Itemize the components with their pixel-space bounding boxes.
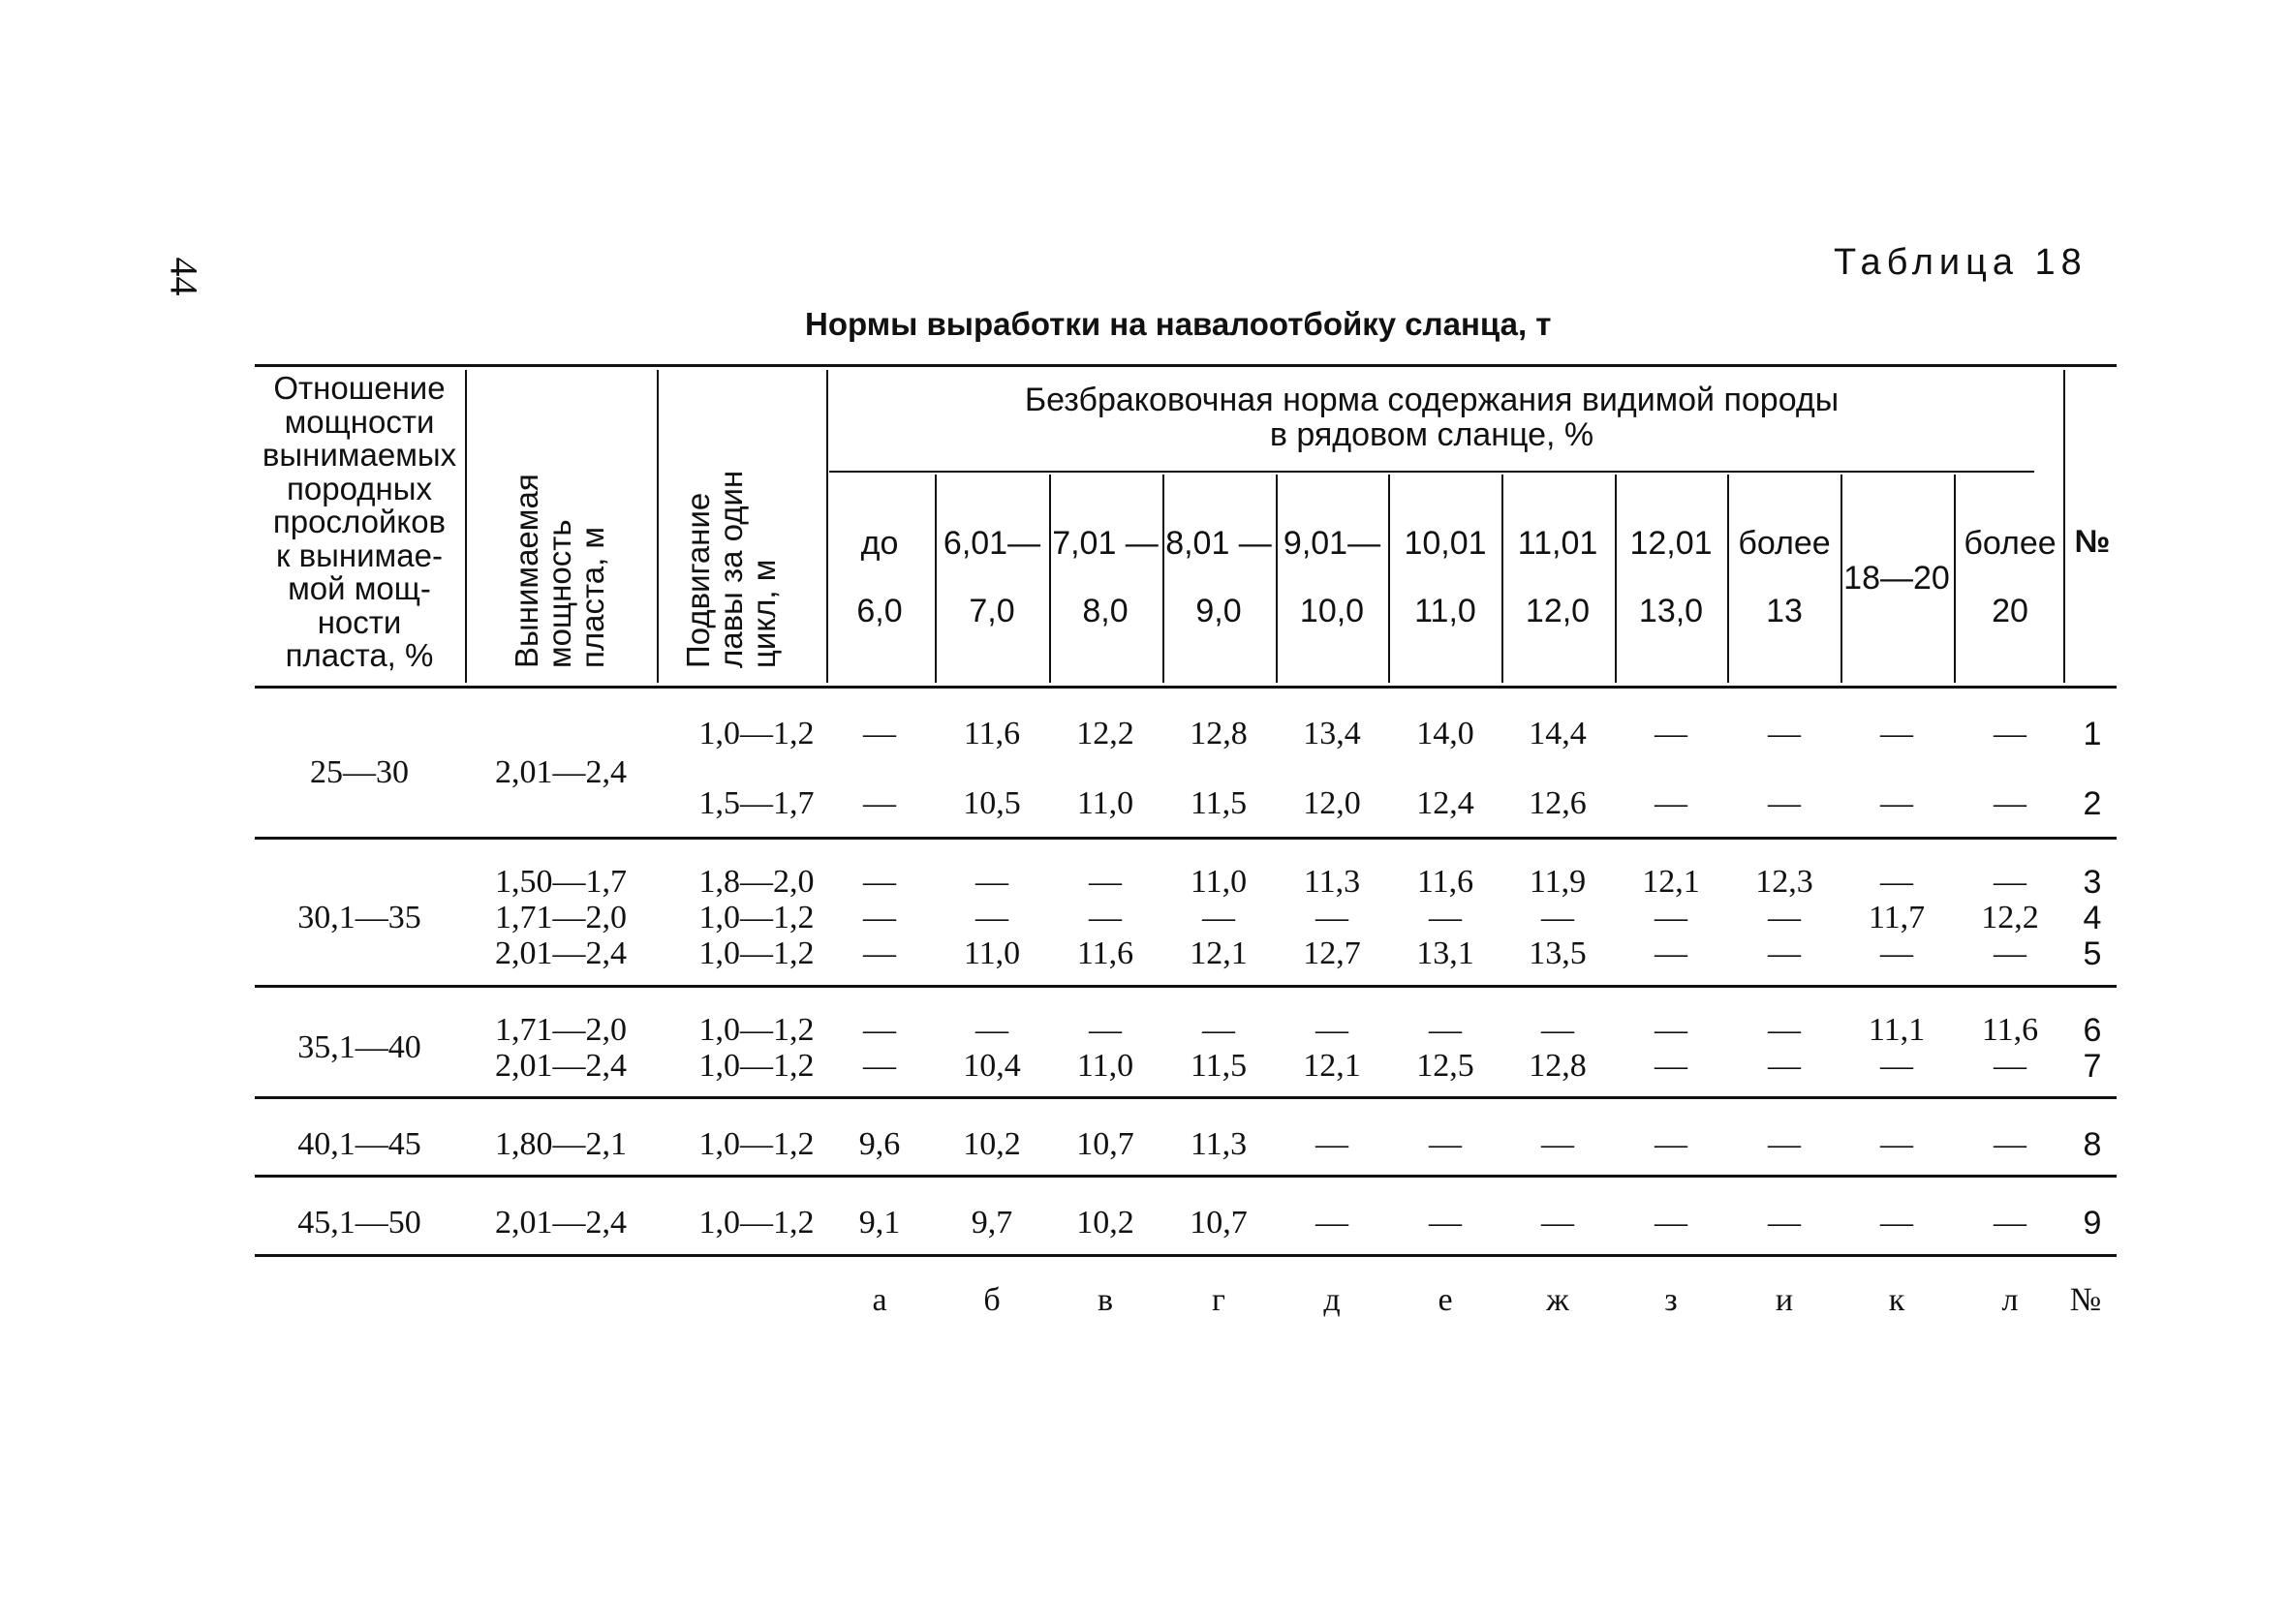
- norm-value-cell: —: [1089, 864, 1122, 900]
- subheader-column-rule: [1501, 475, 1503, 683]
- norm-value-cell: 10,4: [963, 1048, 1021, 1084]
- subheader-column-rule: [1615, 475, 1617, 683]
- column-letter: к: [1888, 1282, 1905, 1318]
- norm-value-cell: —: [1655, 900, 1687, 935]
- subheader-range-from: более: [1738, 525, 1831, 562]
- norm-value-cell: —: [975, 1012, 1008, 1048]
- row-number-cell: 3: [2083, 864, 2102, 901]
- table-title: Нормы выработки на навалоотбойку сланца, т: [805, 306, 1552, 342]
- norm-value-cell: —: [1994, 716, 2026, 751]
- norm-value-cell: —: [1429, 900, 1462, 935]
- norm-value-cell: —: [1994, 1126, 2026, 1162]
- subheader-column-rule: [1276, 475, 1278, 683]
- subheader-column-rule: [1049, 475, 1051, 683]
- advance-column-header: лавы за один: [713, 470, 749, 668]
- column-letter: ж: [1546, 1282, 1569, 1318]
- thickness-cell: 1,50—1,7: [495, 864, 627, 900]
- norm-value-cell: 10,7: [1190, 1205, 1248, 1241]
- group-separator-rule: [255, 1254, 2117, 1257]
- ratio-cell: 40,1—45: [297, 1126, 421, 1162]
- table-label: Таблица 18: [1834, 242, 2088, 283]
- group-header-rule: [829, 471, 2034, 473]
- norm-value-cell: —: [975, 864, 1008, 900]
- subheader-range-to: 13,0: [1638, 593, 1704, 629]
- norm-value-cell: —: [1655, 1205, 1687, 1241]
- subheader-column-rule: [1840, 475, 1842, 683]
- column-letter: е: [1438, 1282, 1453, 1318]
- norm-value-cell: 9,6: [858, 1126, 901, 1162]
- norm-value-cell: 12,1: [1642, 864, 1700, 900]
- group-separator-rule: [255, 985, 2117, 988]
- norm-value-cell: —: [863, 900, 896, 935]
- norm-value-cell: —: [1655, 1126, 1687, 1162]
- header-column-rule: [657, 370, 659, 683]
- norm-value-cell: —: [1655, 1048, 1687, 1084]
- norm-value-cell: —: [975, 900, 1008, 935]
- norm-value-cell: 13,4: [1303, 716, 1361, 751]
- column-letter: б: [983, 1282, 1001, 1318]
- advance-cell: 1,0—1,2: [698, 1205, 815, 1241]
- norm-value-cell: 12,3: [1755, 864, 1813, 900]
- norm-value-cell: 12,4: [1416, 785, 1474, 821]
- row-number-cell: 5: [2083, 935, 2102, 972]
- group-separator-rule: [255, 1175, 2117, 1178]
- norm-value-cell: —: [1655, 716, 1687, 751]
- norm-value-cell: 11,1: [1868, 1012, 1926, 1048]
- advance-cell: 1,0—1,2: [698, 1126, 815, 1162]
- thickness-cell: 2,01—2,4: [495, 1205, 627, 1241]
- header-bottom-rule: [255, 686, 2117, 689]
- norm-value-cell: —: [1880, 935, 1913, 971]
- norm-value-cell: 11,5: [1190, 785, 1248, 821]
- norm-value-cell: 11,9: [1529, 864, 1587, 900]
- norm-value-cell: 14,0: [1416, 716, 1474, 751]
- row-number-cell: 8: [2083, 1126, 2102, 1163]
- ratio-column-header: прослойков: [272, 504, 447, 539]
- subheader-column-rule: [1388, 475, 1390, 683]
- norm-value-cell: —: [1768, 785, 1801, 821]
- norm-value-cell: —: [863, 1048, 896, 1084]
- advance-cell: 1,5—1,7: [698, 785, 815, 821]
- subheader-range-to: 13: [1766, 593, 1803, 629]
- norm-value-cell: —: [1655, 785, 1687, 821]
- norm-value-cell: —: [1655, 1012, 1687, 1048]
- subheader-range-from: 11,01: [1517, 525, 1598, 562]
- ratio-cell: 30,1—35: [297, 900, 421, 935]
- norm-value-cell: —: [863, 716, 896, 751]
- norm-value-cell: —: [1315, 1126, 1348, 1162]
- page-number: 44: [162, 257, 206, 296]
- thickness-cell: 2,01—2,4: [495, 754, 627, 790]
- norm-value-cell: 12,1: [1190, 935, 1248, 971]
- header-column-rule: [826, 370, 828, 683]
- thickness-column-header: пласта, м: [574, 526, 610, 668]
- norm-value-cell: 13,5: [1529, 935, 1587, 971]
- thickness-column-header: мощность: [541, 519, 577, 668]
- norm-value-cell: —: [1994, 785, 2026, 821]
- norm-value-cell: 12,2: [1981, 900, 2039, 935]
- subheader-range-to: 11,0: [1414, 593, 1476, 629]
- thickness-cell: 1,80—2,1: [495, 1126, 627, 1162]
- column-letter: в: [1097, 1282, 1114, 1318]
- subheader-range-from: 9,01—: [1283, 525, 1381, 562]
- norm-value-cell: —: [1202, 900, 1235, 935]
- norm-value-cell: 11,3: [1190, 1126, 1248, 1162]
- norm-value-cell: 11,6: [1981, 1012, 2039, 1048]
- subheader-column-rule: [1162, 475, 1164, 683]
- norm-value-cell: —: [1089, 1012, 1122, 1048]
- group-separator-rule: [255, 1096, 2117, 1099]
- norm-value-cell: —: [1994, 1205, 2026, 1241]
- subheader-range-to: 9,0: [1195, 593, 1242, 629]
- subheader-column-rule: [1954, 475, 1956, 683]
- norm-value-cell: 12,0: [1303, 785, 1361, 821]
- group-separator-rule: [255, 837, 2117, 840]
- subheader-range: 18—20: [1843, 560, 1950, 597]
- subheader-range-to: 12,0: [1525, 593, 1591, 629]
- ratio-cell: 25—30: [310, 754, 409, 790]
- advance-column-header: Подвигание: [680, 492, 716, 668]
- column-letter: а: [872, 1282, 887, 1318]
- norm-value-cell: —: [1429, 1126, 1462, 1162]
- row-number-cell: 7: [2083, 1048, 2102, 1085]
- norm-value-cell: 12,8: [1529, 1048, 1587, 1084]
- norm-value-cell: 10,2: [963, 1126, 1021, 1162]
- advance-cell: 1,8—2,0: [698, 864, 815, 900]
- subheader-range-from: 10,01: [1404, 525, 1487, 562]
- advance-cell: 1,0—1,2: [698, 900, 815, 935]
- norm-value-cell: —: [1089, 900, 1122, 935]
- thickness-cell: 2,01—2,4: [495, 1048, 627, 1084]
- norm-value-cell: 12,5: [1416, 1048, 1474, 1084]
- norm-value-cell: 11,6: [1076, 935, 1134, 971]
- advance-cell: 1,0—1,2: [698, 935, 815, 971]
- norm-value-cell: —: [1994, 1048, 2026, 1084]
- norm-value-cell: —: [1202, 1012, 1235, 1048]
- row-number-cell: 6: [2083, 1012, 2102, 1049]
- rock-content-group-header-line2: в рядовом сланце, %: [1269, 416, 1594, 453]
- norm-value-cell: —: [1768, 900, 1801, 935]
- norm-value-cell: 11,7: [1868, 900, 1926, 935]
- norm-value-cell: —: [1880, 1048, 1913, 1084]
- norm-value-cell: —: [1880, 716, 1913, 751]
- advance-cell: 1,0—1,2: [698, 1048, 815, 1084]
- norm-value-cell: —: [1655, 935, 1687, 971]
- number-column-header: №: [2074, 523, 2111, 559]
- norm-value-cell: 11,5: [1190, 1048, 1248, 1084]
- norm-value-cell: 12,1: [1303, 1048, 1361, 1084]
- ratio-cell: 35,1—40: [297, 1029, 421, 1065]
- advance-cell: 1,0—1,2: [698, 1012, 815, 1048]
- norm-value-cell: —: [1768, 1205, 1801, 1241]
- thickness-column-header: Вынимаемая: [509, 474, 544, 668]
- column-letter: д: [1323, 1282, 1341, 1318]
- subheader-range-from: 6,01—: [943, 525, 1041, 562]
- norm-value-cell: —: [1768, 716, 1801, 751]
- norm-value-cell: —: [863, 1012, 896, 1048]
- norm-value-cell: —: [1768, 1048, 1801, 1084]
- subheader-range-to: 8,0: [1082, 593, 1129, 629]
- norm-value-cell: —: [863, 785, 896, 821]
- ratio-column-header: ности: [317, 603, 402, 640]
- subheader-column-rule: [935, 475, 937, 683]
- norm-value-cell: —: [1541, 1205, 1574, 1241]
- norm-value-cell: —: [863, 935, 896, 971]
- row-number-cell: 9: [2083, 1205, 2102, 1241]
- ratio-column-header: мощности: [284, 403, 435, 440]
- norm-value-cell: —: [1315, 1012, 1348, 1048]
- subheader-range-to: 7,0: [969, 593, 1015, 629]
- norm-value-cell: 11,6: [1416, 864, 1474, 900]
- header-column-rule: [465, 370, 467, 683]
- norm-value-cell: —: [1768, 1012, 1801, 1048]
- advance-cell: 1,0—1,2: [698, 716, 815, 751]
- norm-value-cell: 10,7: [1076, 1126, 1134, 1162]
- norm-value-cell: 12,2: [1076, 716, 1134, 751]
- row-number-cell: 1: [2083, 716, 2102, 752]
- subheader-column-rule: [1727, 475, 1729, 683]
- norm-value-cell: —: [1429, 1205, 1462, 1241]
- norm-value-cell: —: [1994, 864, 2026, 900]
- norm-value-cell: —: [1541, 1012, 1574, 1048]
- norm-value-cell: —: [1315, 900, 1348, 935]
- thickness-cell: 1,71—2,0: [495, 1012, 627, 1048]
- column-letter: и: [1775, 1282, 1794, 1318]
- ratio-column-header: породных: [287, 470, 432, 506]
- norm-value-cell: 9,7: [971, 1205, 1013, 1241]
- ratio-column-header: Отношение: [273, 370, 446, 406]
- norm-value-cell: 11,0: [963, 935, 1021, 971]
- norm-value-cell: —: [1768, 935, 1801, 971]
- norm-value-cell: —: [1429, 1012, 1462, 1048]
- subheader-range-to: 20: [1992, 593, 2028, 629]
- norm-value-cell: —: [1315, 1205, 1348, 1241]
- norm-value-cell: 10,5: [963, 785, 1021, 821]
- column-letter: №: [2069, 1282, 2102, 1318]
- norm-value-cell: —: [1768, 1126, 1801, 1162]
- norm-value-cell: —: [1880, 785, 1913, 821]
- norm-value-cell: 11,3: [1303, 864, 1361, 900]
- norm-value-cell: 14,4: [1529, 716, 1587, 751]
- subheader-range-from: 12,01: [1629, 525, 1713, 562]
- row-number-cell: 2: [2083, 785, 2102, 822]
- norm-value-cell: 13,1: [1416, 935, 1474, 971]
- norm-value-cell: 12,7: [1303, 935, 1361, 971]
- ratio-column-header: пласта, %: [285, 637, 434, 673]
- norm-value-cell: 11,6: [963, 716, 1021, 751]
- column-letter: з: [1664, 1282, 1678, 1318]
- subheader-range-from: 7,01 —: [1052, 525, 1159, 562]
- norm-value-cell: —: [1541, 1126, 1574, 1162]
- norm-value-cell: —: [1880, 1126, 1913, 1162]
- thickness-cell: 1,71—2,0: [495, 900, 627, 935]
- norm-value-cell: —: [1880, 864, 1913, 900]
- ratio-column-header: мой мощ-: [288, 570, 431, 606]
- norm-value-cell: 12,6: [1529, 785, 1587, 821]
- table-top-rule: [255, 364, 2117, 367]
- norm-value-cell: 11,0: [1190, 864, 1248, 900]
- rock-content-group-header: Безбраковочная норма содержания видимой породы: [1024, 382, 1840, 418]
- norm-value-cell: —: [1880, 1205, 1913, 1241]
- thickness-cell: 2,01—2,4: [495, 935, 627, 971]
- norm-value-cell: —: [1541, 900, 1574, 935]
- norm-value-cell: 10,2: [1076, 1205, 1134, 1241]
- ratio-column-header: вынимаемых: [262, 437, 457, 473]
- subheader-range-from: более: [1964, 525, 2057, 562]
- subheader-range-from: до: [860, 525, 899, 562]
- norm-value-cell: 9,1: [858, 1205, 901, 1241]
- norm-value-cell: —: [1994, 935, 2026, 971]
- column-letter: л: [2001, 1282, 2019, 1318]
- norm-value-cell: 11,0: [1076, 1048, 1134, 1084]
- advance-column-header: цикл, м: [746, 559, 782, 668]
- subheader-range-from: 8,01 —: [1165, 525, 1272, 562]
- subheader-range-to: 6,0: [856, 593, 903, 629]
- norm-value-cell: 12,8: [1190, 716, 1248, 751]
- norm-value-cell: —: [863, 864, 896, 900]
- norm-value-cell: 11,0: [1076, 785, 1134, 821]
- column-letter: г: [1212, 1282, 1225, 1318]
- ratio-column-header: к вынимае-: [276, 536, 443, 573]
- subheader-range-to: 10,0: [1299, 593, 1365, 629]
- row-number-cell: 4: [2083, 900, 2102, 936]
- ratio-cell: 45,1—50: [297, 1205, 421, 1241]
